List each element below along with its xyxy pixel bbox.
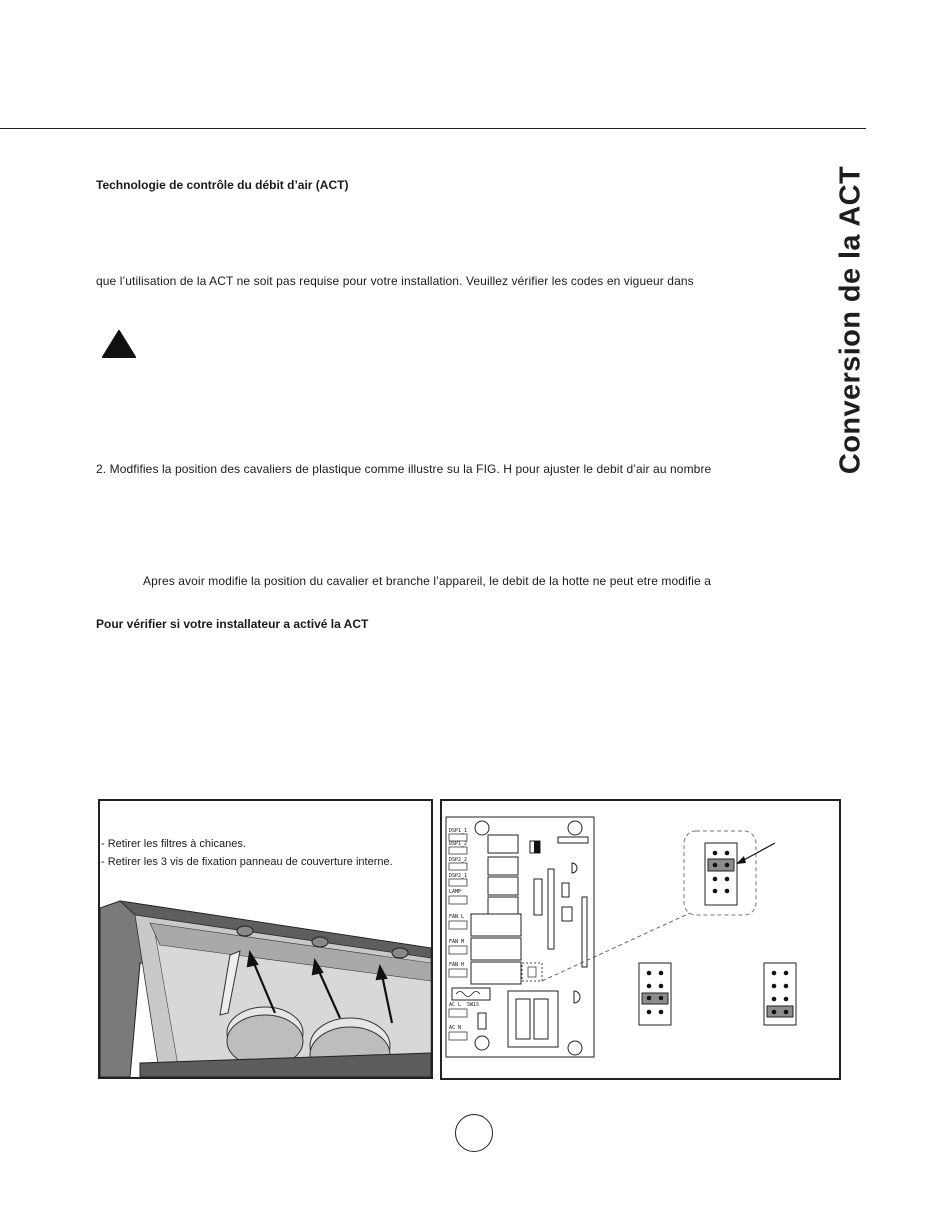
header-rule [0,128,866,129]
warning-triangle-icon [102,330,136,358]
jumper-option-b [764,963,796,1025]
section-heading-verify: Pour vérifier si votre installateur a activé la ACT [96,617,369,631]
figure-step-filters: - Retirer les filtres à chicanes. [101,838,246,850]
svg-text:DSP1_2: DSP1_2 [449,841,468,847]
side-title [826,160,876,480]
svg-text:DSP2_2: DSP2_2 [449,857,468,863]
figure-step-screws: - Retirer les 3 vis de fixation panneau de couverture interne. [101,856,393,868]
section-heading-act: Technologie de contrôle du débit d’air (ACT) [96,178,349,192]
svg-text:FAN L: FAN L [449,914,465,920]
svg-text:DSP2_1: DSP2_1 [449,873,468,879]
side-title-text: Conversion de la ACT [834,165,867,475]
svg-text:FAN M: FAN M [449,939,465,945]
svg-text:AC L: AC L [449,1002,462,1008]
svg-text:LAMP: LAMP [449,889,462,895]
pcb-drawing [442,801,839,1078]
svg-text:SW1S: SW1S [467,1002,480,1008]
figure-hood-interior [98,799,433,1079]
svg-text:AC N: AC N [449,1025,462,1031]
paragraph-line-jumpers: 2. Modfifies la position des cavaliers de plastique comme illustre su la FIG. H pour ajuster le debit d’air au nombre [96,462,712,476]
jumper-option-a [639,963,671,1025]
figure-control-board [440,799,841,1080]
page-number-circle [455,1114,493,1152]
paragraph-line-codes: que l’utilisation de la ACT ne soit pas requise pour votre installation. Veuillez vérifier les codes en vigueur dans [96,274,694,288]
svg-text:DSP1_1: DSP1_1 [449,828,468,834]
svg-text:FAN H: FAN H [449,962,465,968]
paragraph-line-note: Apres avoir modifie la position du cavalier et branche l’appareil, le debit de la hotte ne peut etre modifie a [143,574,711,588]
jumper-zoom [705,843,737,905]
hood-drawing [100,863,431,1077]
